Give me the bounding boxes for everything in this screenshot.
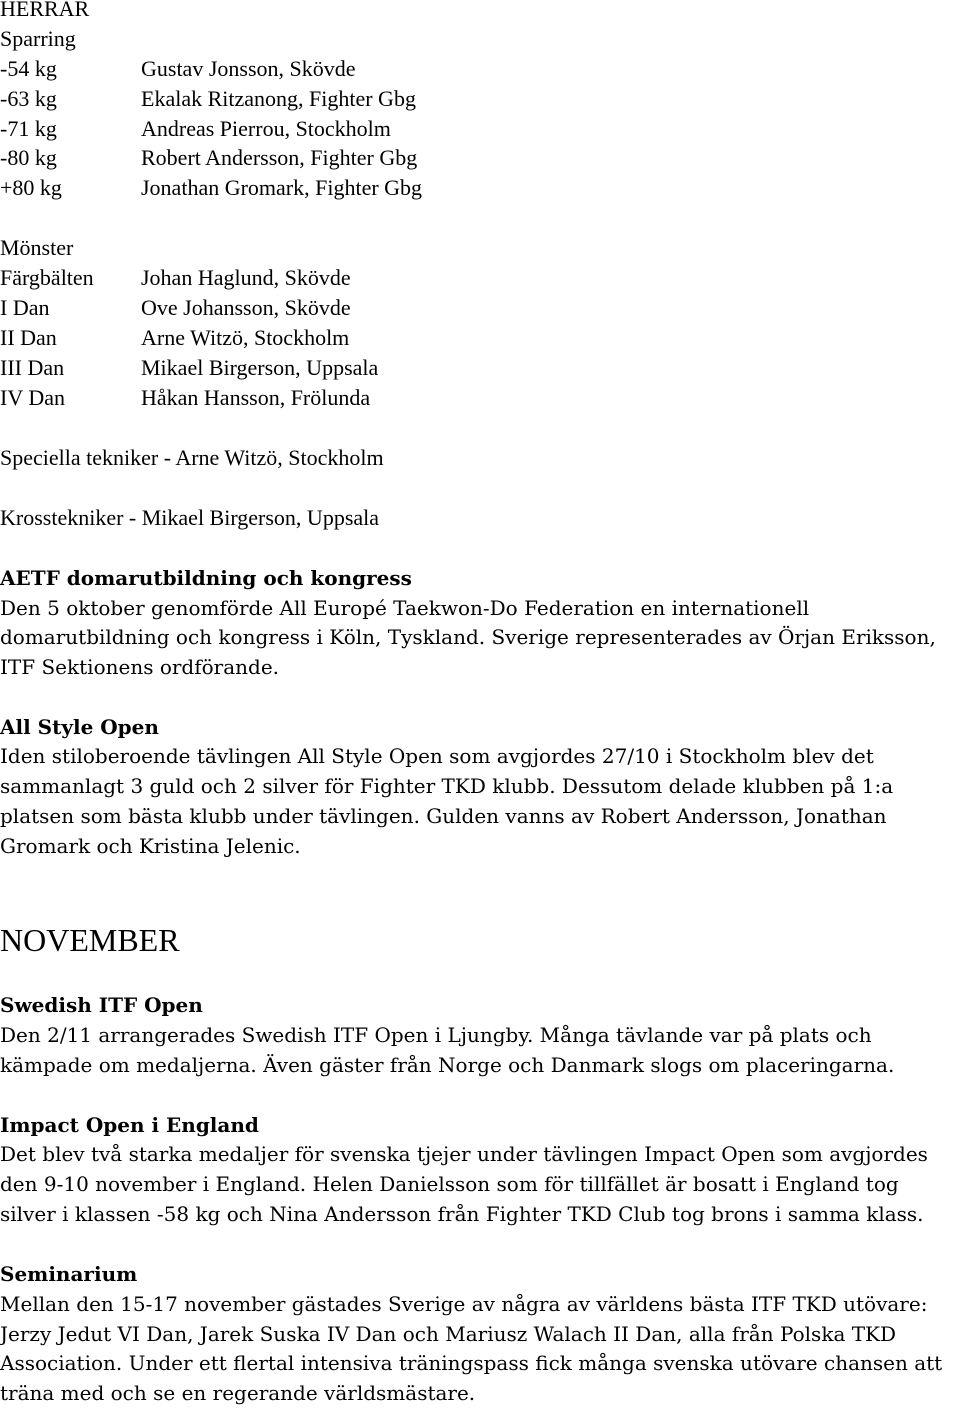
sparring-winner: Gustav Jonsson, Skövde [141,56,356,81]
sparring-label: -54 kg [0,56,57,81]
impact-heading: Impact Open i England [0,1113,259,1137]
monster-label: IV Dan [0,385,65,410]
all-style-paragraph-line: platsen som bästa klubb under tävlingen. Gulden vanns av Robert Andersson, Jonathan [0,804,887,828]
all-style-paragraph-line: Iden stiloberoende tävlingen All Style Open som avgjordes 27/10 i Stockholm blev det [0,744,874,768]
seminarium-paragraph-line: Jerzy Jedut VI Dan, Jarek Suska IV Dan och Mariusz Walach II Dan, alla från Polska TKD [0,1322,897,1346]
seminarium-paragraph-line: träna med och se en regerande världsmästare. [0,1381,476,1405]
all-style-paragraph-line: sammanlagt 3 guld och 2 silver för Fighter TKD klubb. Dessutom delade klubben på 1:a [0,774,894,798]
all-style-paragraph-line: Gromark och Kristina Jelenic. [0,834,301,858]
monster-label: II Dan [0,325,57,350]
monster-winner: Johan Haglund, Skövde [141,265,351,290]
monster-winner: Mikael Birgerson, Uppsala [141,355,379,380]
sparring-winner: Andreas Pierrou, Stockholm [141,116,391,141]
sparring-winner: Ekalak Ritzanong, Fighter Gbg [141,86,416,111]
sparring-winner: Robert Andersson, Fighter Gbg [141,145,418,170]
sparring-label: -80 kg [0,145,57,170]
aetf-heading: AETF domarutbildning och kongress [0,566,412,590]
swedish-itf-paragraph-line: kämpade om medaljerna. Även gäster från Norge och Danmark slogs om placeringarna. [0,1053,895,1077]
all-style-heading: All Style Open [0,715,159,739]
speciella-tekniker-line: Speciella tekniker - Arne Witzö, Stockholm [0,445,384,470]
swedish-itf-paragraph-line: Den 2/11 arrangerades Swedish ITF Open i Ljungby. Många tävlande var på plats och [0,1023,872,1047]
monster-label: I Dan [0,295,50,320]
krosstekniker-line: Krosstekniker - Mikael Birgerson, Uppsala [0,505,380,530]
impact-paragraph-line: Det blev två starka medaljer för svenska tjejer under tävlingen Impact Open som avgjordes [0,1142,928,1166]
november-heading: NOVEMBER [0,922,180,958]
monster-label: Färgbälten [0,265,94,290]
aetf-paragraph-line: domarutbildning och kongress i Köln, Tyskland. Sverige representerades av Örjan Eriksson, [0,625,936,649]
monster-winner: Arne Witzö, Stockholm [141,325,350,350]
monster-winner: Ove Johansson, Skövde [141,295,351,320]
sparring-winner: Jonathan Gromark, Fighter Gbg [141,175,423,200]
aetf-paragraph-line: Den 5 oktober genomförde All Europé Taekwon-Do Federation en internationell [0,596,810,620]
impact-paragraph-line: silver i klassen -58 kg och Nina Andersson från Fighter TKD Club tog brons i samma klass. [0,1202,924,1226]
sparring-label: -71 kg [0,116,57,141]
sparring-label: +80 kg [0,175,62,200]
swedish-itf-heading: Swedish ITF Open [0,993,203,1017]
impact-paragraph-line: den 9-10 november i England. Helen Danielsson som för tillfället är bosatt i England tog [0,1172,899,1196]
monster-heading: Mönster [0,235,74,260]
section-heading-herrar: HERRAR [0,0,90,21]
seminarium-heading: Seminarium [0,1262,138,1286]
seminarium-paragraph-line: Mellan den 15-17 november gästades Sverige av några av världens bästa ITF TKD utövare: [0,1292,928,1316]
sparring-label: -63 kg [0,86,57,111]
monster-label: III Dan [0,355,65,380]
seminarium-paragraph-line: Association. Under ett flertal intensiva träningspass fick många svenska utövare chansen att [0,1351,943,1375]
monster-winner: Håkan Hansson, Frölunda [141,385,371,410]
sparring-heading: Sparring [0,26,76,51]
aetf-paragraph-line: ITF Sektionens ordförande. [0,655,280,679]
